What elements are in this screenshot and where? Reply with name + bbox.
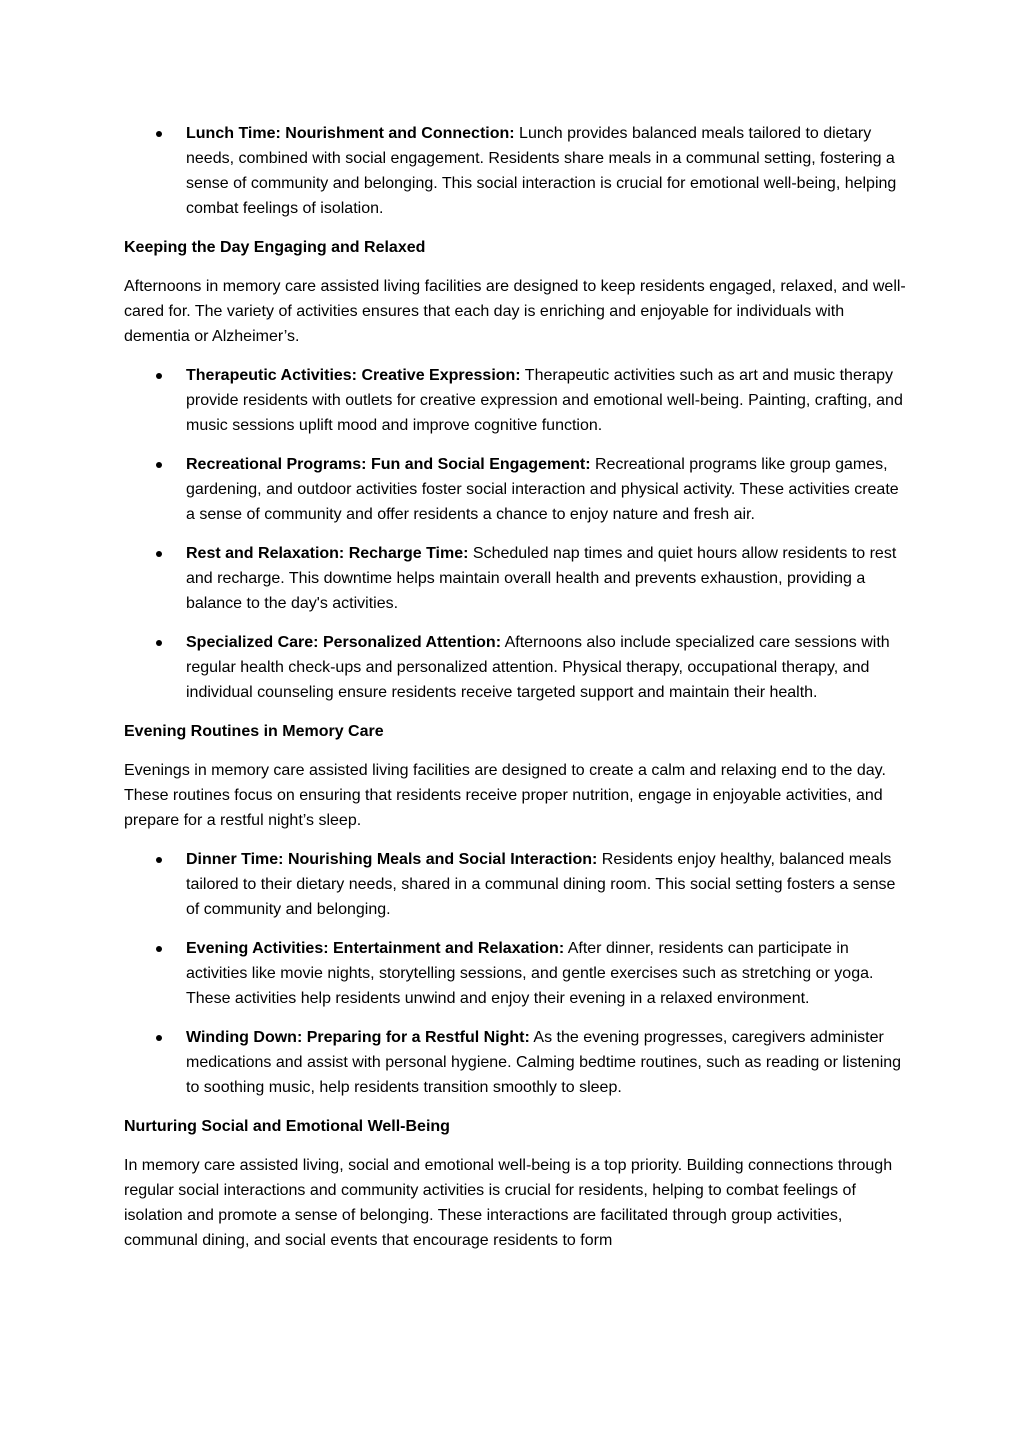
bullet-dot-icon [156, 373, 162, 379]
document-page [124, 121, 906, 1267]
list-item [124, 363, 906, 438]
bullet-lead: Recreational Programs: Fun and Social Engagement: [186, 456, 591, 473]
bullet-text: Recreational programs like group games, gardening, and outdoor activities foster social interaction and physical activity. These activities create a sense of community and offer residents a chance to enjoy nature and fresh air. [186, 456, 899, 523]
section-heading-evening: Evening Routines in Memory Care [124, 723, 384, 740]
bullet-list-evening [124, 847, 906, 1100]
bullet-lead: Dinner Time: Nourishing Meals and Social Interaction: [186, 851, 598, 868]
bullet-dot-icon [156, 946, 162, 952]
list-item [124, 121, 906, 221]
bullet-lead: Winding Down: Preparing for a Restful Night: [186, 1029, 530, 1046]
bullet-lead: Evening Activities: Entertainment and Relaxation: [186, 940, 565, 957]
section-heading-social: Nurturing Social and Emotional Well-Being [124, 1118, 450, 1135]
section-paragraph-afternoon: Afternoons in memory care assisted living facilities are designed to keep residents engaged, relaxed, and well-cared for. The variety of activities ensures that each day is enriching and enjoyable for individuals with dementia or Alzheimer’s. [124, 278, 906, 345]
list-item [124, 1025, 906, 1100]
bullet-text: Residents enjoy healthy, balanced meals tailored to their dietary needs, shared in a communal dining room. This social setting fosters a sense of community and belonging. [186, 851, 896, 918]
bullet-dot-icon [156, 640, 162, 646]
bullet-list-lunch [124, 121, 906, 221]
bullet-dot-icon [156, 857, 162, 863]
section-heading-afternoon: Keeping the Day Engaging and Relaxed [124, 239, 426, 256]
bullet-lead: Therapeutic Activities: Creative Expression: [186, 367, 521, 384]
bullet-lead: Specialized Care: Personalized Attention: [186, 634, 502, 651]
bullet-lead: Rest and Relaxation: Recharge Time: [186, 545, 469, 562]
bullet-dot-icon [156, 462, 162, 468]
list-item [124, 630, 906, 705]
section-paragraph-social: In memory care assisted living, social and emotional well-being is a top priority. Building connections through regular social interactions and community activities is crucial for residents, helping to combat feelings of isolation and promote a sense of belonging. These interactions are facilitated through group activities, communal dining, and social events that encourage residents to form [124, 1157, 893, 1249]
section-paragraph-evening: Evenings in memory care assisted living facilities are designed to create a calm and relaxing end to the day. These routines focus on ensuring that residents receive proper nutrition, engage in enjoyable activities, and prepare for a restful night’s sleep. [124, 762, 886, 829]
bullet-text: Therapeutic activities such as art and music therapy provide residents with outlets for creative expression and emotional well-being. Painting, crafting, and music sessions uplift mood and improve cognitive function. [186, 367, 903, 434]
list-item [124, 847, 906, 922]
bullet-text: Lunch provides balanced meals tailored to dietary needs, combined with social engagement. Residents share meals in a communal setting, fostering a sense of community and belonging. This social interaction is crucial for emotional well-being, helping combat feelings of isolation. [186, 125, 897, 217]
bullet-dot-icon [156, 1035, 162, 1041]
bullet-lead: Lunch Time: Nourishment and Connection: [186, 125, 515, 142]
list-item [124, 452, 906, 527]
bullet-text: After dinner, residents can participate in activities like movie nights, storytelling sessions, and gentle exercises such as stretching or yoga. These activities help residents unwind and enjoy their evening in a relaxed environment. [186, 940, 874, 1007]
bullet-dot-icon [156, 551, 162, 557]
list-item [124, 541, 906, 616]
bullet-text: Afternoons also include specialized care sessions with regular health check-ups and personalized attention. Physical therapy, occupational therapy, and individual counseling ensure residents receive targeted support and maintain their health. [186, 634, 890, 701]
bullet-text: Scheduled nap times and quiet hours allow residents to rest and recharge. This downtime helps maintain overall health and prevents exhaustion, providing a balance to the day's activities. [186, 545, 897, 612]
bullet-dot-icon [156, 131, 162, 137]
bullet-text: As the evening progresses, caregivers administer medications and assist with personal hygiene. Calming bedtime routines, such as reading or listening to soothing music, help residents transition smoothly to sleep. [186, 1029, 902, 1096]
list-item [124, 936, 906, 1011]
bullet-list-afternoon [124, 363, 906, 705]
